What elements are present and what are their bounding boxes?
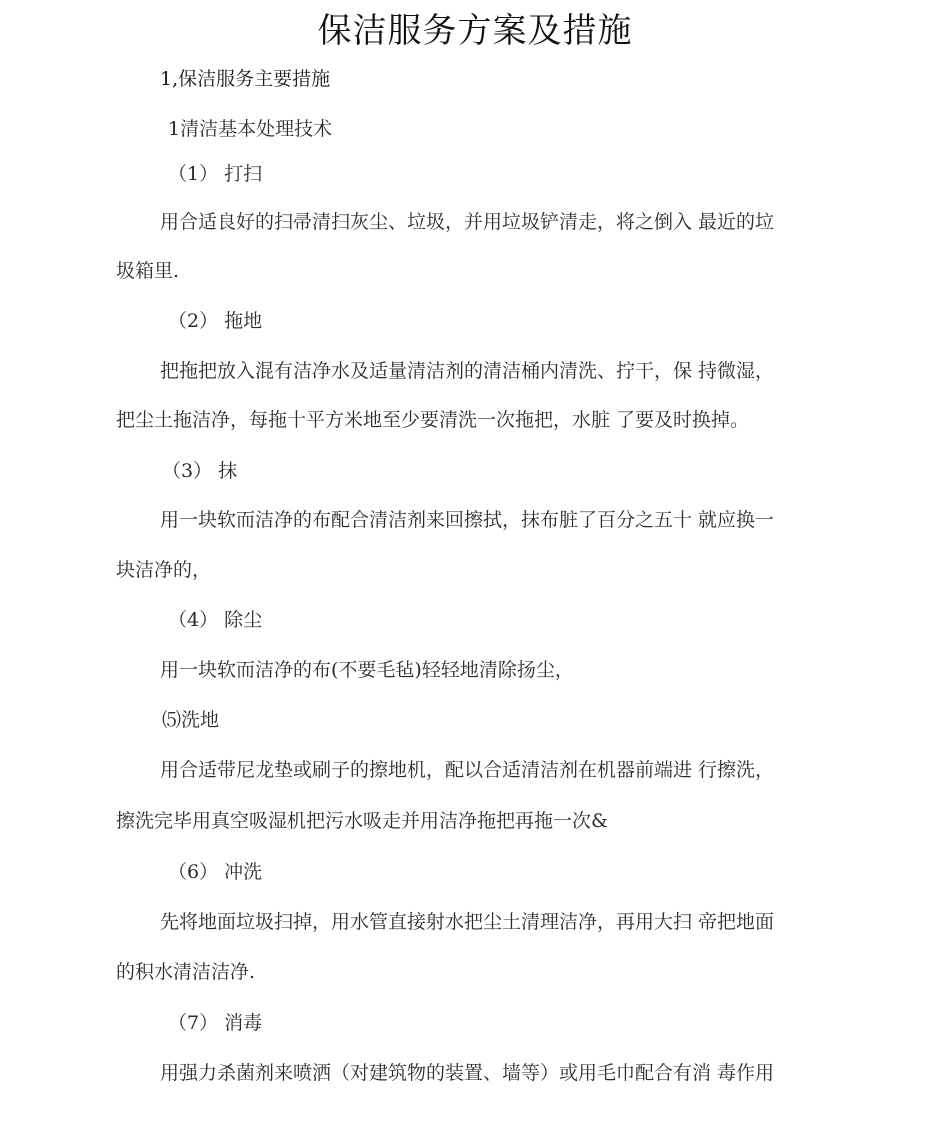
- paragraph-line: 圾箱里.: [116, 260, 180, 282]
- section-heading: 1,保洁服务主要措施: [160, 68, 331, 90]
- paragraph-line: 把尘土拖洁净，每拖十平方米地至少要清洗一次拖把，水脏 了要及时换掉。: [116, 409, 750, 431]
- item-heading-sweep: （1） 打扫: [168, 163, 263, 185]
- subsection-heading: 1清洁基本处理技术: [168, 118, 333, 140]
- item-heading-rinse: （6） 冲洗: [168, 861, 263, 883]
- paragraph-line: 把拖把放入混有洁净水及适量清洁剂的清洁桶内清洗、拧干，保 持微湿，: [160, 360, 775, 382]
- paragraph-line: 用合适带尼龙垫或刷子的擦地机，配以合适清洁剂在机器前端进 行擦洗，: [160, 759, 775, 781]
- paragraph-line: 的积水清洁洁净.: [116, 961, 256, 983]
- item-heading-dust: （4） 除尘: [168, 609, 263, 631]
- paragraph-line: 用一块软而洁净的布(不要毛毡)轻轻地清除扬尘，: [160, 659, 574, 681]
- item-heading-wipe: （3） 抹: [162, 460, 238, 482]
- paragraph-line: 用一块软而洁净的布配合清洁剂来回擦拭，抹布脏了百分之五十 就应换一: [160, 509, 775, 531]
- item-heading-disinfect: （7） 消毒: [168, 1012, 263, 1034]
- paragraph-line: 擦洗完毕用真空吸湿机把污水吸走并用洁净拖把再拖一次&: [116, 810, 608, 832]
- item-heading-mop: （2） 拖地: [168, 310, 263, 332]
- paragraph-line: 先将地面垃圾扫掉，用水管直接射水把尘土清理洁净，再用大扫 帝把地面: [160, 911, 775, 933]
- item-heading-floor-wash: ⑸洗地: [162, 709, 220, 731]
- paragraph-line: 用强力杀菌剂来喷洒（对建筑物的装置、墙等）或用毛巾配合有消 毒作用: [160, 1062, 775, 1084]
- document-title: 保洁服务方案及措施: [317, 11, 633, 51]
- paragraph-line: 用合适良好的扫帚清扫灰尘、垃圾，并用垃圾铲清走，将之倒入 最近的垃: [160, 211, 775, 233]
- paragraph-line: 块洁净的，: [116, 559, 212, 581]
